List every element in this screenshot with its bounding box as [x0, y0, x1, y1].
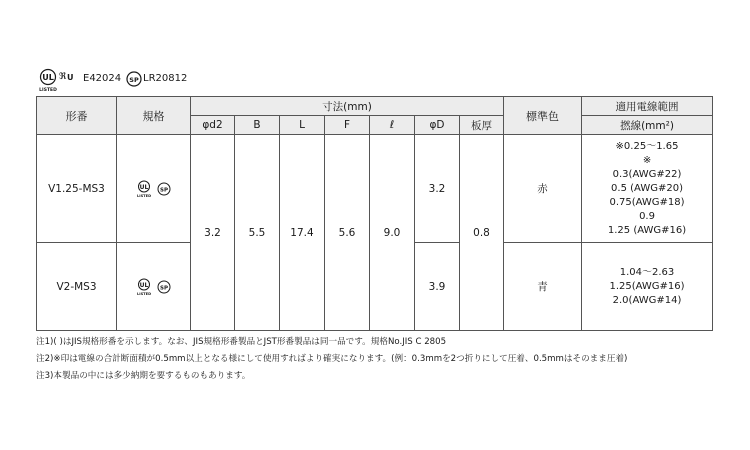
header-b: B — [235, 116, 280, 135]
csa-mark-text: SP — [129, 76, 139, 84]
f-cell: 5.6 — [325, 135, 370, 331]
part-number-cell: V2-MS3 — [37, 243, 117, 331]
svg-text:SP: SP — [159, 186, 168, 193]
header-dimensions: 寸法(mm) — [191, 97, 504, 116]
csa-icon — [157, 182, 171, 196]
standard-cell — [117, 243, 191, 331]
thickness-cell: 0.8 — [460, 135, 504, 331]
color-cell: 青 — [504, 243, 582, 331]
svg-text:UL: UL — [139, 281, 148, 289]
header-wire-range: 適用電線範囲 — [582, 97, 713, 116]
ul-listed-text: LISTED — [39, 88, 57, 92]
footnote-2: 注2)※印は電線の合計断面積が0.5mm以上となる様にして使用すればより確実になります。(例：0.3mmを2つ折りにして圧着、0.5mmはそのまま圧着) — [36, 354, 628, 364]
header-wire-range-sub: 撚線(mm²) — [582, 116, 713, 135]
ul-logo — [39, 68, 83, 92]
wire-range-line: ※ — [642, 154, 652, 166]
ul-file-number: E42024 — [83, 73, 122, 84]
wire-range-cell — [582, 243, 713, 331]
ul-listed-icon — [137, 278, 151, 296]
header-thickness: 板厚 — [460, 116, 504, 135]
l-cell: 17.4 — [280, 135, 325, 331]
header-l: L — [280, 116, 325, 135]
csa-file-number: LR20812 — [143, 73, 188, 84]
ul-listed-icon — [137, 180, 151, 198]
csa-icon — [126, 71, 142, 87]
header-phi-d: φD — [415, 116, 460, 135]
header-standard-color: 標準色 — [504, 97, 582, 135]
standard-cell — [117, 135, 191, 243]
wire-range-line: 1.25 (AWG#16) — [607, 224, 687, 236]
wire-range-line: 0.75(AWG#18) — [609, 196, 685, 208]
svg-text:LISTED: LISTED — [136, 193, 151, 198]
header-part-number: 形番 — [37, 97, 117, 135]
svg-text:U: U — [67, 73, 74, 82]
color-cell: 赤 — [504, 135, 582, 243]
svg-text:UL: UL — [139, 183, 148, 191]
footnote-1: 注1)( )はJIS規格形番を示します。なお、JIS規格形番製品とJST形番製品は同一品です。規格No.JIS C 2805 — [36, 337, 447, 347]
phi-d2-cell: 3.2 — [191, 135, 235, 331]
header-f: F — [325, 116, 370, 135]
part-number-cell: V1.25-MS3 — [37, 135, 117, 243]
wire-range-line: 2.0(AWG#14) — [612, 294, 682, 306]
csa-icon — [157, 280, 171, 294]
phi-d-cell: 3.2 — [415, 135, 460, 243]
svg-text:ℜ: ℜ — [59, 72, 67, 82]
wire-range-line: 0.9 — [639, 210, 655, 222]
b-cell: 5.5 — [235, 135, 280, 331]
wire-range-line: 1.04～2.63 — [619, 266, 675, 278]
wire-range-cell — [582, 135, 713, 243]
footnote-3: 注3)本製品の中には多少納期を要するものもあります。 — [36, 371, 251, 381]
header-standard: 規格 — [117, 97, 191, 135]
wire-range-line: 1.25(AWG#16) — [609, 280, 685, 292]
phi-d-cell: 3.9 — [415, 243, 460, 331]
footnotes — [36, 334, 627, 385]
wire-range-line: ※0.25～1.65 — [615, 140, 679, 152]
header-phi-d2: φd2 — [191, 116, 235, 135]
wire-range-line: 0.3(AWG#22) — [612, 168, 682, 180]
header-row-1 — [37, 97, 713, 116]
ell-cell: 9.0 — [370, 135, 415, 331]
spec-table — [36, 96, 713, 331]
ul-listed-icon — [39, 68, 83, 92]
header-ell: ℓ — [370, 116, 415, 135]
svg-text:SP: SP — [159, 284, 168, 291]
wire-range-line: 0.5 (AWG#20) — [611, 182, 683, 194]
table-row — [37, 135, 713, 243]
svg-text:LISTED: LISTED — [136, 291, 151, 296]
csa-logo — [126, 71, 142, 87]
ul-mark-text: UL — [42, 73, 54, 82]
